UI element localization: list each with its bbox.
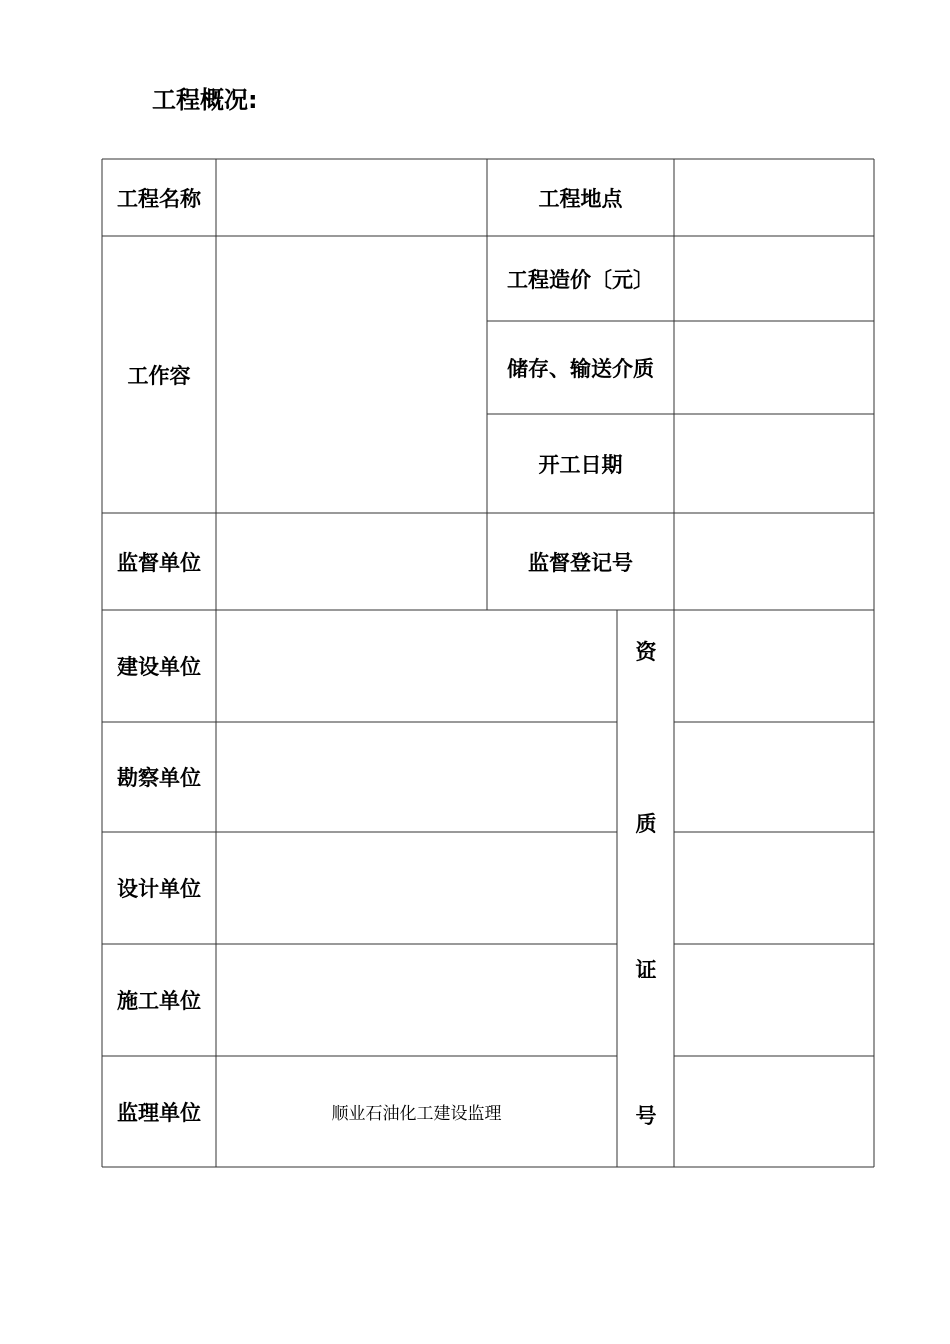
qualification-label-char-1: 资 xyxy=(635,640,657,664)
supervision-unit-value[interactable] xyxy=(216,513,487,610)
project-name-value[interactable] xyxy=(216,159,487,236)
construction-owner-value[interactable] xyxy=(216,610,617,722)
survey-unit-cert-value[interactable] xyxy=(674,722,874,832)
start-date-value[interactable] xyxy=(674,414,874,513)
project-cost-label: 工程造价〔元〕 xyxy=(507,267,654,292)
work-content-value[interactable] xyxy=(216,236,487,513)
work-content-label: 工作容 xyxy=(127,363,191,388)
supervision-reg-no-label: 监督登记号 xyxy=(528,550,633,575)
survey-unit-value[interactable] xyxy=(216,722,617,832)
builder-unit-value[interactable] xyxy=(216,944,617,1056)
builder-unit-cert-value[interactable] xyxy=(674,944,874,1056)
project-name-label: 工程名称 xyxy=(117,186,201,211)
design-unit-label: 设计单位 xyxy=(117,877,201,901)
start-date-label: 开工日期 xyxy=(538,452,623,477)
builder-unit-label: 施工单位 xyxy=(117,989,201,1013)
construction-owner-cert-value[interactable] xyxy=(674,610,874,722)
project-location-value[interactable] xyxy=(674,159,874,236)
qualification-label-char-4: 号 xyxy=(635,1104,657,1128)
design-unit-cert-value[interactable] xyxy=(674,832,874,944)
supervisor-unit-cert-value[interactable] xyxy=(674,1056,874,1167)
construction-owner-label: 建设单位 xyxy=(117,655,201,679)
medium-value[interactable] xyxy=(674,321,874,414)
survey-unit-label: 勘察单位 xyxy=(117,766,201,790)
medium-label: 储存、输送介质 xyxy=(507,356,654,381)
supervisor-unit-value[interactable]: 顺业石油化工建设监理 xyxy=(331,1104,502,1124)
supervision-reg-no-value[interactable] xyxy=(674,513,874,610)
project-location-label: 工程地点 xyxy=(538,186,623,211)
qualification-label-char-2: 质 xyxy=(635,812,657,836)
section-heading: 工程概况: xyxy=(152,86,258,114)
supervisor-unit-label: 监理单位 xyxy=(117,1100,201,1125)
supervision-unit-label: 监督单位 xyxy=(117,550,201,575)
project-cost-value[interactable] xyxy=(674,236,874,321)
design-unit-value[interactable] xyxy=(216,832,617,944)
qualification-label-char-3: 证 xyxy=(635,958,657,982)
